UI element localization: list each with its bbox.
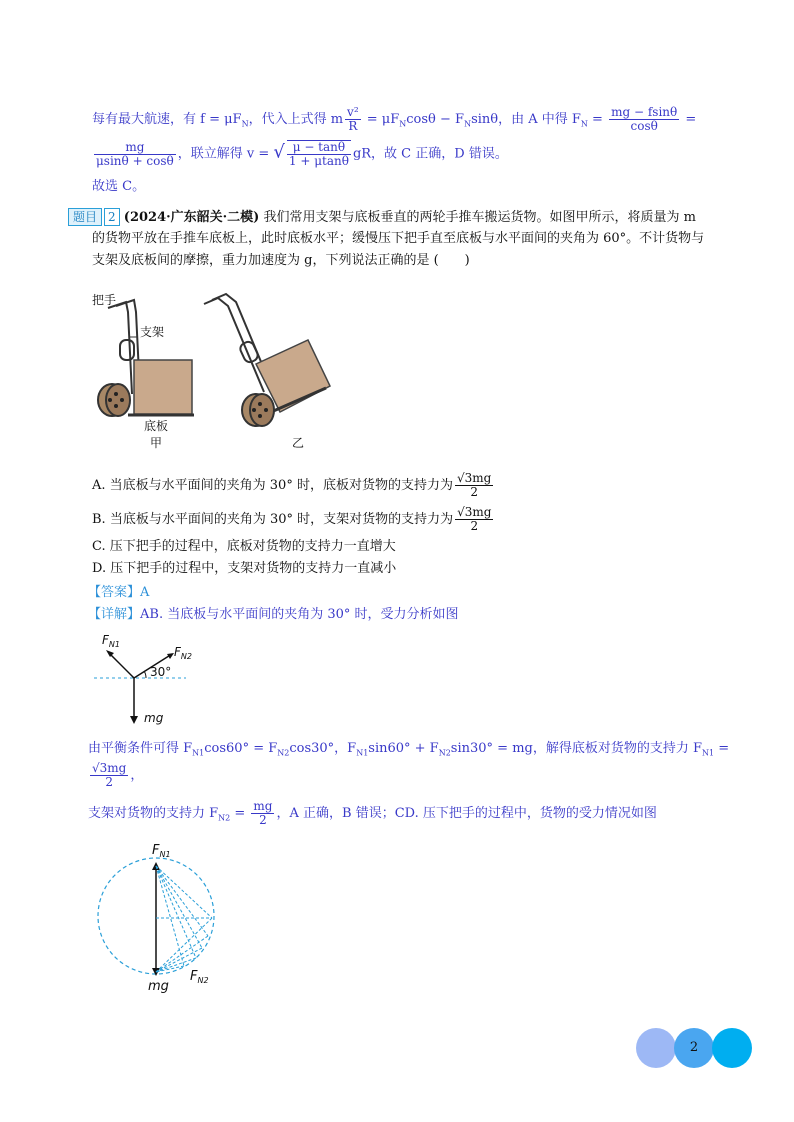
prev-solution-line-2: $\frac{mg}{\mu\sin\theta + \cos\theta}$ ，联立解得 v = √ $\frac{\mu - \tan\theta}{1 + \mu\tan\theta}$ gR，故 C 正确，D 错误。 [96, 139, 508, 168]
question-tag: 题目 [68, 208, 102, 226]
hand-truck-figure [86, 282, 346, 452]
derivation-line-1: 由平衡条件可得 $F_{N1}\cos 60^\circ = F_{N2}\cos 30^\circ$，$F_{N1}\sin 60^\circ + F_{N2}\sin 30^\circ$ = mg，解得底板对货物的支持力 $F_{N1}$ = [88, 741, 730, 758]
fig1-mg-label: mg [144, 711, 164, 725]
fig1-angle-label: 30° [150, 665, 172, 679]
prev-solution-line-1: 每有最大航速，有 $f = \mu F_N$，代入上式得 m $\frac{\text{v²}}{R}$ = $\mu F_N\cos\theta - F_N\sin\theta$，由 A 中得 $F_N$ = $\frac{mg - fsin\theta}{\cos\theta}$ = [92, 105, 697, 133]
question-line-3: 支架及底板间的摩擦，重力加速度为 g，下列说法正确的是 ( ) [92, 253, 470, 268]
force-diagram-circle [92, 838, 232, 998]
option-c[interactable]: C. 压下把手的过程中，底板对货物的支持力一直增大 [92, 539, 396, 554]
label-yi: 乙 [292, 436, 305, 450]
question-number: 2 [104, 208, 120, 226]
option-b[interactable]: B. 当底板与水平面间的夹角为 30° 时，支架对货物的支持力为 $\frac{√3mg}{2}$ [92, 505, 492, 533]
page-badge-left-circle [636, 1028, 676, 1068]
fig1-fn2-label: $F_{N2}$ [174, 645, 192, 661]
label-base: 底板 [144, 419, 169, 433]
derivation-line-2: $\frac{√3mg}{2}$ ， [92, 761, 144, 789]
question-source: (2024·广东韶关·二模) [123, 210, 260, 225]
derivation-line-3: 支架对货物的支持力 $F_{N2}$ = $\frac{mg}{2}$ ，A 正确，B 错误；CD. 压下把手的过程中，货物的受力情况如图 [88, 799, 657, 827]
fig2-fn1-label: $F_{N1}$ [152, 843, 171, 859]
detail-line: 【详解】AB. 当底板与水平面间的夹角为 30° 时，受力分析如图 [88, 607, 459, 622]
fig2-fn2-label: $F_{N2}$ [190, 969, 209, 985]
fig2-mg-label: mg [148, 979, 169, 994]
label-jia: 甲 [150, 436, 163, 450]
answer-line: 【答案】A [88, 585, 150, 600]
page-number-badge [636, 1028, 752, 1068]
label-frame: 支架 [140, 325, 165, 339]
prev-solution-line-3: 故选 C。 [92, 179, 146, 194]
question-line-1: 题目 2 (2024·广东韶关·二模) 我们常用支架与底板垂直的两轮手推车搬运货物。如图甲所示，将质量为 m [68, 208, 696, 227]
page-number: 2 [689, 1040, 699, 1055]
option-a[interactable]: A. 当底板与水平面间的夹角为 30° 时，底板对货物的支持力为 $\frac{√3mg}{2}$ [92, 471, 492, 499]
page-badge-right-circle [712, 1028, 752, 1068]
label-handle: 把手 [92, 293, 117, 307]
option-d[interactable]: D. 压下把手的过程中，支架对货物的支持力一直减小 [92, 561, 397, 576]
question-line-2: 的货物平放在手推车底板上，此时底板水平；缓慢压下把手直至底板与水平面间的夹角为 60°。不计货物与 [92, 231, 705, 246]
force-diagram-30deg [94, 628, 204, 732]
fig1-fn1-label: $F_{N1}$ [102, 633, 120, 649]
